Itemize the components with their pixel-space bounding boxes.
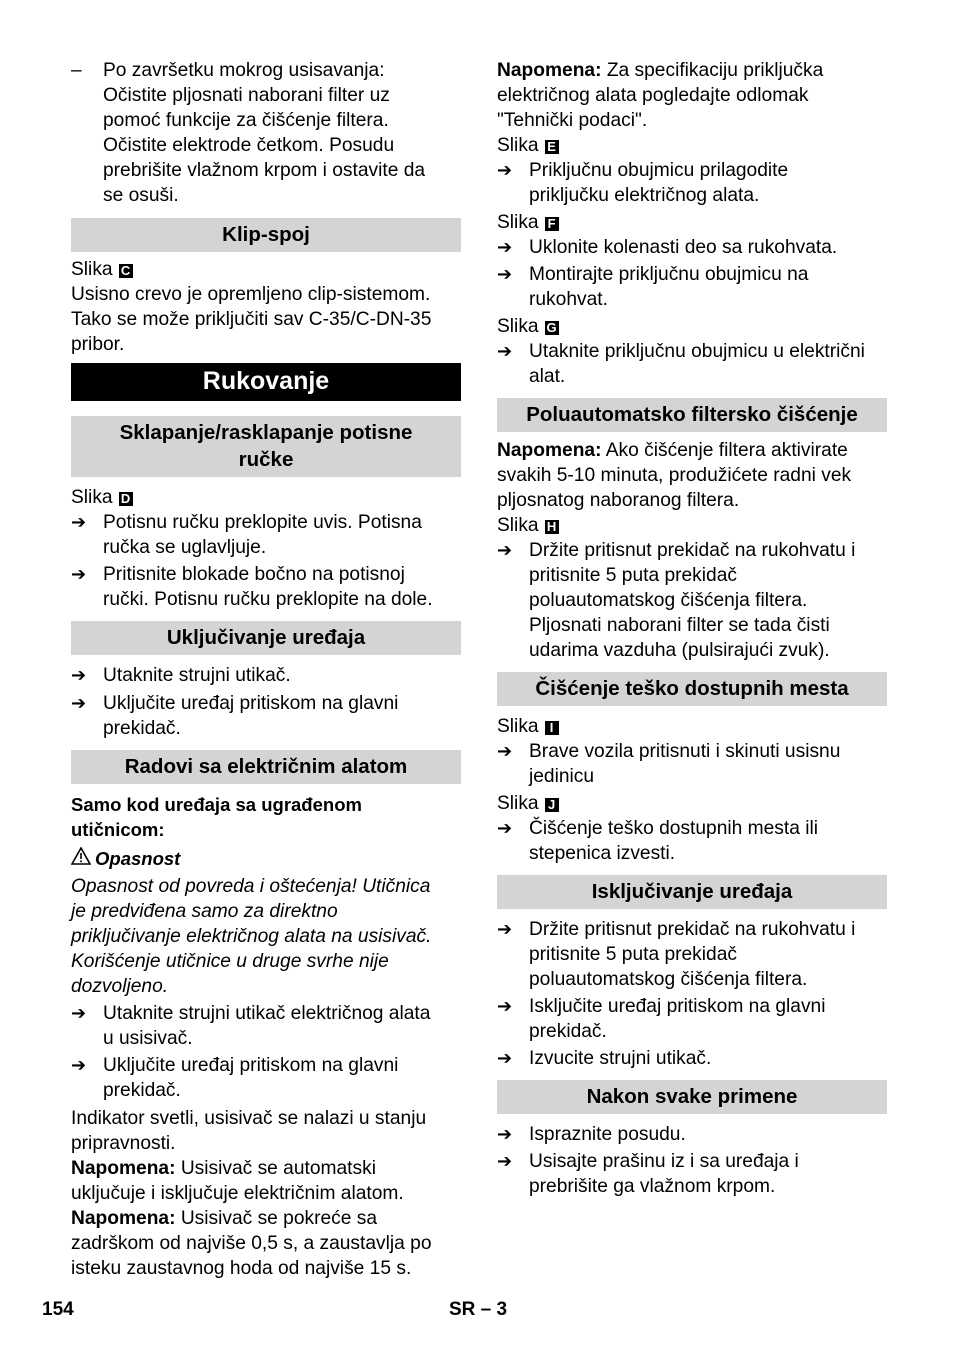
step-line: Utaknite priključnu obujmicu u električni — [529, 341, 865, 362]
step-line: ručki. Potisnu ručku preklopite na dole. — [103, 589, 433, 610]
arrow-icon: ➔ — [497, 996, 513, 1017]
figure-label: Slika — [497, 135, 539, 156]
note-label: Napomena: — [71, 1158, 176, 1179]
step-line: Čišćenje teško dostupnih mesta ili — [529, 818, 819, 839]
dash-mark: – — [71, 60, 82, 81]
arrow-icon: ➔ — [497, 741, 513, 762]
figure-letter: J — [545, 798, 559, 812]
step-line: prebrišite ga vlažnom krpom. — [529, 1176, 776, 1197]
heading-radovi: Radovi sa električnim alatom — [71, 750, 461, 784]
step-line: jedinicu — [529, 766, 595, 787]
step-line: prekidač. — [529, 1021, 607, 1042]
arrow-icon: ➔ — [497, 1048, 513, 1069]
arrow-icon: ➔ — [71, 1055, 87, 1076]
step-item — [497, 994, 887, 1044]
arrow-icon: ➔ — [71, 665, 87, 686]
step-line: Držite pritisnut prekidač na rukohvatu i — [529, 919, 856, 940]
figure-letter: F — [545, 217, 559, 231]
heading-sklapanje — [71, 416, 461, 477]
step-line: rukohvat. — [529, 289, 608, 310]
section-label: SR – 3 — [449, 1299, 508, 1320]
heading-ciscenje: Čišćenje teško dostupnih mesta — [497, 672, 887, 706]
step-line: Usisajte prašinu iz i sa uređaja i — [529, 1151, 799, 1172]
note-line — [71, 1206, 461, 1231]
step-item — [497, 1149, 887, 1199]
step-item — [497, 538, 887, 663]
step-line: ručka se uglavljuje. — [103, 537, 267, 558]
figure-label: Slika — [497, 316, 539, 337]
note-line — [497, 58, 887, 83]
step-item — [71, 663, 461, 688]
step-item — [497, 739, 887, 789]
intro-line: Očistite pljosnati naborani filter uz — [103, 85, 390, 106]
step-line: pritisnite 5 puta prekidač — [529, 944, 737, 965]
figure-letter: D — [119, 492, 133, 506]
figure-ref — [497, 314, 887, 339]
step-line: pritisnite 5 puta prekidač — [529, 565, 737, 586]
arrow-icon: ➔ — [71, 693, 87, 714]
heading-line: Sklapanje/rasklapanje potisne — [119, 421, 413, 444]
step-line: Uključite uređaj pritiskom na glavni — [103, 693, 399, 714]
step-item — [497, 816, 887, 866]
step-line: poluautomatskog čišćenja filtera. — [529, 969, 808, 990]
note-line: isteku zaustavnog hoda od najviše 15 s. — [71, 1258, 412, 1279]
intro-line: Očistite elektrode četkom. Posudu — [103, 135, 395, 156]
arrow-icon: ➔ — [497, 264, 513, 285]
figure-ref — [497, 210, 887, 235]
step-item — [71, 562, 461, 612]
step-line: Pritisnite blokade bočno na potisnoj — [103, 564, 405, 585]
step-line: Uključite uređaj pritiskom na glavni — [103, 1055, 399, 1076]
note-line — [71, 1156, 461, 1181]
step-line: poluautomatskog čišćenja filtera. — [529, 590, 808, 611]
heading-poluautomatsko: Poluautomatsko filtersko čišćenje — [497, 398, 887, 432]
figure-label: Slika — [497, 515, 539, 536]
figure-label: Slika — [497, 716, 539, 737]
arrow-icon: ➔ — [71, 1003, 87, 1024]
intro-line: prebrišite vlažnom krpom i ostavite da — [103, 160, 426, 181]
step-line: Potisnu ručku preklopite uvis. Potisna — [103, 512, 422, 533]
arrow-icon: ➔ — [497, 341, 513, 362]
danger-heading — [71, 846, 461, 871]
arrow-icon: ➔ — [497, 818, 513, 839]
step-item — [497, 1046, 887, 1071]
step-line: Utaknite strujni utikač električnog alata — [103, 1003, 431, 1024]
arrow-icon: ➔ — [497, 1151, 513, 1172]
page-number: 154 — [42, 1299, 74, 1320]
figure-letter: C — [119, 264, 133, 278]
step-item — [71, 1001, 461, 1051]
klip-line: Tako se može priključiti sav C-35/C-DN-35 — [71, 309, 432, 330]
figure-label: Slika — [497, 793, 539, 814]
heading-nakon: Nakon svake primene — [497, 1080, 887, 1114]
danger-line: Opasnost od povreda i oštećenja! Utičnica — [71, 876, 431, 897]
step-line: stepenica izvesti. — [529, 843, 676, 864]
note-line: zadrškom od najviše 0,5 s, a zaustavlja po — [71, 1233, 432, 1254]
heading-klip-spoj: Klip-spoj — [71, 218, 461, 252]
note-label: Napomena: — [497, 440, 602, 461]
heading-iskljucivanje: Isključivanje uređaja — [497, 875, 887, 909]
step-item — [497, 262, 887, 312]
note-line: električnog alata pogledajte odlomak — [497, 85, 809, 106]
chapter-title: Rukovanje — [71, 363, 461, 401]
warning-triangle-icon — [71, 846, 95, 871]
note-label: Napomena: — [71, 1208, 176, 1229]
note-line — [497, 438, 887, 463]
bold-note: utičnicom: — [71, 819, 165, 840]
figure-ref — [71, 485, 461, 510]
figure-label: Slika — [71, 259, 113, 280]
figure-letter: G — [546, 320, 557, 335]
figure-ref — [497, 791, 887, 816]
arrow-icon: ➔ — [497, 919, 513, 940]
note-label: Napomena: — [497, 60, 602, 81]
step-line: alat. — [529, 366, 566, 387]
heading-ukljucivanje: Uključivanje uređaja — [71, 621, 461, 655]
note-text: Za specifikaciju priključka — [601, 60, 824, 81]
right-column — [497, 58, 887, 1199]
heading-line: ručke — [238, 448, 294, 471]
step-line: Držite pritisnut prekidač na rukohvatu i — [529, 540, 856, 561]
arrow-icon: ➔ — [497, 540, 513, 561]
step-item — [497, 235, 887, 260]
step-item — [497, 917, 887, 992]
danger-line: je predviđena samo za direktno — [71, 901, 338, 922]
step-line: Ispraznite posudu. — [529, 1124, 686, 1145]
note-text: Usisivač se automatski — [175, 1158, 376, 1179]
intro-line: pomoć funkcije za čišćenje filtera. — [103, 110, 389, 131]
note-line: svakih 5-10 minuta, produžićete radni vek — [497, 465, 852, 486]
note-text: Ako čišćenje filtera aktivirate — [601, 440, 848, 461]
note-line: uključuje i isključuje električnim alatom. — [71, 1183, 404, 1204]
figure-label: Slika — [497, 212, 539, 233]
danger-line: Korišćenje utičnice u druge svrhe nije — [71, 951, 389, 972]
step-item — [497, 339, 887, 389]
danger-line: dozvoljeno. — [71, 976, 169, 997]
step-line: Izvucite strujni utikač. — [529, 1048, 712, 1069]
left-column — [71, 58, 461, 1281]
figure-ref — [71, 257, 461, 282]
info-line: pripravnosti. — [71, 1133, 176, 1154]
figure-label: Slika — [71, 487, 113, 508]
note-text: Usisivač se pokreće sa — [175, 1208, 378, 1229]
note-line: "Tehnički podaci". — [497, 110, 648, 131]
arrow-icon: ➔ — [71, 512, 87, 533]
step-line: u usisivač. — [103, 1028, 193, 1049]
figure-ref — [497, 714, 887, 739]
bold-note: Samo kod uređaja sa ugrađenom — [71, 794, 362, 815]
step-line: prekidač. — [103, 1080, 181, 1101]
intro-list-item — [71, 58, 461, 208]
danger-line: priključivanje električnog alata na usisivač. — [71, 926, 432, 947]
step-line: Isključite uređaj pritiskom na glavni — [529, 996, 826, 1017]
step-line: Uklonite kolenasti deo sa rukohvata. — [529, 237, 838, 258]
step-line: udarima vazduha (pulsirajući zvuk). — [529, 640, 830, 661]
step-item — [497, 1122, 887, 1147]
step-item — [71, 1053, 461, 1103]
intro-line: se osuši. — [103, 185, 179, 206]
arrow-icon: ➔ — [497, 160, 513, 181]
step-line: Montirajte priključnu obujmicu na — [529, 264, 809, 285]
arrow-icon: ➔ — [71, 564, 87, 585]
step-line: Pljosnati naborani filter se tada čisti — [529, 615, 830, 636]
intro-line: Po završetku mokrog usisavanja: — [103, 60, 385, 81]
note-line: pljosnatog naboranog filtera. — [497, 490, 740, 511]
figure-letter: E — [545, 140, 559, 154]
info-line: Indikator svetli, usisivač se nalazi u stanju — [71, 1108, 427, 1129]
step-item — [71, 691, 461, 741]
figure-letter: I — [545, 721, 559, 735]
step-line: Brave vozila pritisnuti i skinuti usisnu — [529, 741, 841, 762]
step-line: Priključnu obujmicu prilagodite — [529, 160, 789, 181]
klip-line: pribor. — [71, 334, 125, 355]
danger-label: Opasnost — [95, 848, 181, 869]
step-line: priključku električnog alata. — [529, 185, 760, 206]
klip-line: Usisno crevo je opremljeno clip-sistemom. — [71, 284, 431, 305]
figure-ref — [497, 513, 887, 538]
step-item — [497, 158, 887, 208]
arrow-icon: ➔ — [497, 237, 513, 258]
step-line: prekidač. — [103, 718, 181, 739]
figure-ref — [497, 133, 887, 158]
step-item — [71, 510, 461, 560]
step-line: Utaknite strujni utikač. — [103, 665, 291, 686]
arrow-icon: ➔ — [497, 1124, 513, 1145]
figure-letter: H — [545, 520, 559, 534]
